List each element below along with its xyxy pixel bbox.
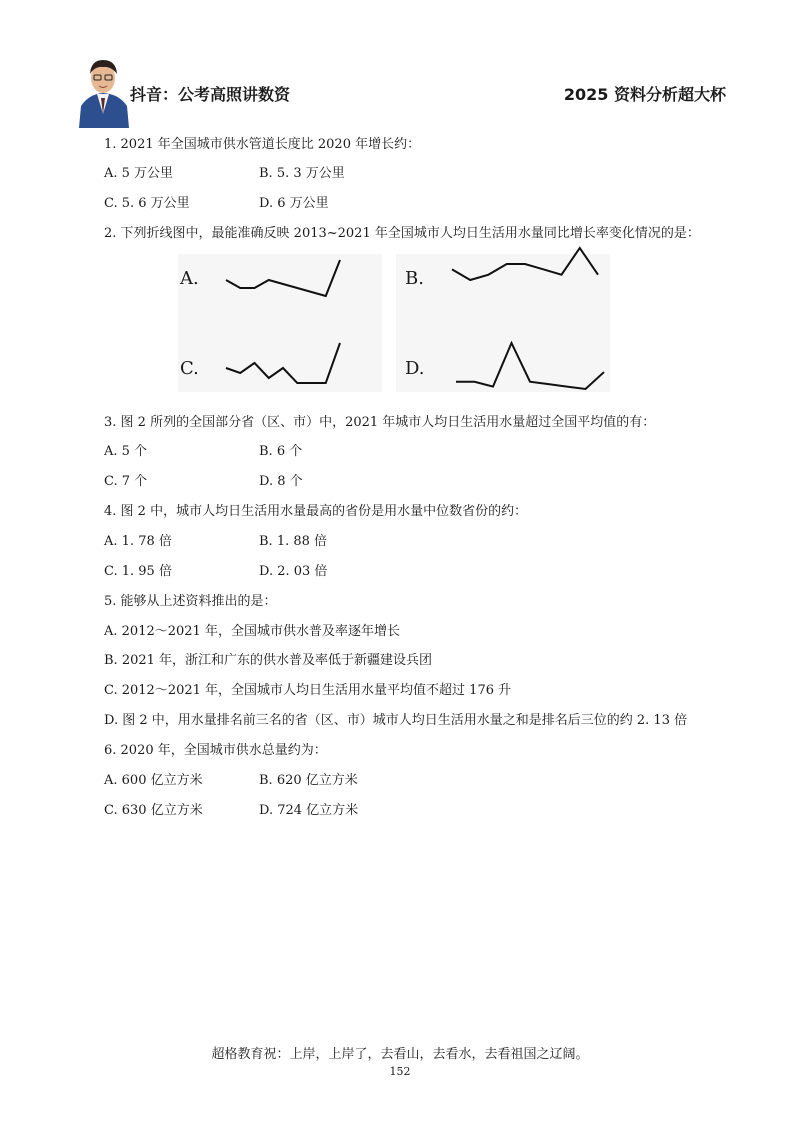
chart-b-series-line bbox=[452, 248, 598, 280]
question-4-option-d: D. 2. 03 倍 bbox=[259, 564, 328, 579]
question-6-option-a: A. 600 亿立方米 bbox=[104, 773, 203, 788]
question-4-option-b: B. 1. 88 倍 bbox=[259, 534, 328, 549]
line-chart-d bbox=[454, 341, 606, 391]
line-chart-b bbox=[450, 246, 600, 282]
footer-motto: 超格教育祝：上岸，上岸了，去看山，去看水，去看祖国之辽阔。 bbox=[211, 1047, 589, 1062]
question-1-option-d: D. 6 万公里 bbox=[259, 196, 329, 211]
header-channel-title: 抖音：公考高照讲数资 bbox=[130, 85, 291, 104]
chart-c-letter: C. bbox=[180, 358, 199, 379]
question-6-stem: 6. 2020 年，全国城市供水总量约为： bbox=[104, 743, 327, 758]
question-5-option-b: B. 2021 年，浙江和广东的供水普及率低于新疆建设兵团 bbox=[104, 653, 433, 668]
question-5-stem: 5. 能够从上述资料推出的是： bbox=[104, 594, 277, 609]
question-5-option-c: C. 2012～2021 年，全国城市人均日生活用水量平均值不超过 176 升 bbox=[104, 683, 512, 698]
question-2-stem: 2. 下列折线图中，最能准确反映 2013~2021 年全国城市人均日生活用水量同比增长率变化情况的是： bbox=[104, 226, 700, 241]
question-4-option-a: A. 1. 78 倍 bbox=[104, 534, 172, 549]
question-4-option-c: C. 1. 95 倍 bbox=[104, 564, 172, 579]
question-3-option-a: A. 5 个 bbox=[104, 444, 148, 459]
question-3-option-b: B. 6 个 bbox=[259, 444, 303, 459]
question-5-option-d: D. 图 2 中，用水量排名前三名的省（区、市）城市人均日生活用水量之和是排名后三位的约 2. 13 倍 bbox=[104, 713, 688, 728]
question-5-option-a: A. 2012～2021 年，全国城市供水普及率逐年增长 bbox=[104, 624, 400, 639]
question-3-option-d: D. 8 个 bbox=[259, 474, 303, 489]
chart-c-series-line bbox=[226, 343, 340, 383]
question-1-option-b: B. 5. 3 万公里 bbox=[259, 166, 345, 181]
question-6-option-d: D. 724 亿立方米 bbox=[259, 803, 359, 818]
question-3-option-c: C. 7 个 bbox=[104, 474, 148, 489]
chart-b-letter: B. bbox=[405, 268, 424, 289]
question-4-stem: 4. 图 2 中，城市人均日生活用水量最高的省份是用水量中位数省份的约： bbox=[104, 504, 528, 519]
question-3-stem: 3. 图 2 所列的全国部分省（区、市）中，2021 年城市人均日生活用水量超过全国平均值的有： bbox=[104, 415, 656, 430]
chart-a-letter: A. bbox=[180, 268, 199, 289]
presenter-photo bbox=[77, 54, 130, 128]
chart-a-series-line bbox=[226, 260, 340, 296]
question-6-option-b: B. 620 亿立方米 bbox=[259, 773, 358, 788]
question-1-stem: 1. 2021 年全国城市供水管道长度比 2020 年增长约： bbox=[104, 137, 421, 152]
chart-d-series-line bbox=[456, 343, 604, 389]
question-1-option-a: A. 5 万公里 bbox=[104, 166, 174, 181]
page-number: 152 bbox=[389, 1065, 411, 1078]
line-chart-c bbox=[224, 341, 342, 385]
chart-d-letter: D. bbox=[405, 358, 425, 379]
header-book-title: 2025 资料分析超大杯 bbox=[563, 85, 726, 104]
question-6-option-c: C. 630 亿立方米 bbox=[104, 803, 203, 818]
line-chart-a bbox=[224, 258, 342, 298]
question-1-option-c: C. 5. 6 万公里 bbox=[104, 196, 190, 211]
